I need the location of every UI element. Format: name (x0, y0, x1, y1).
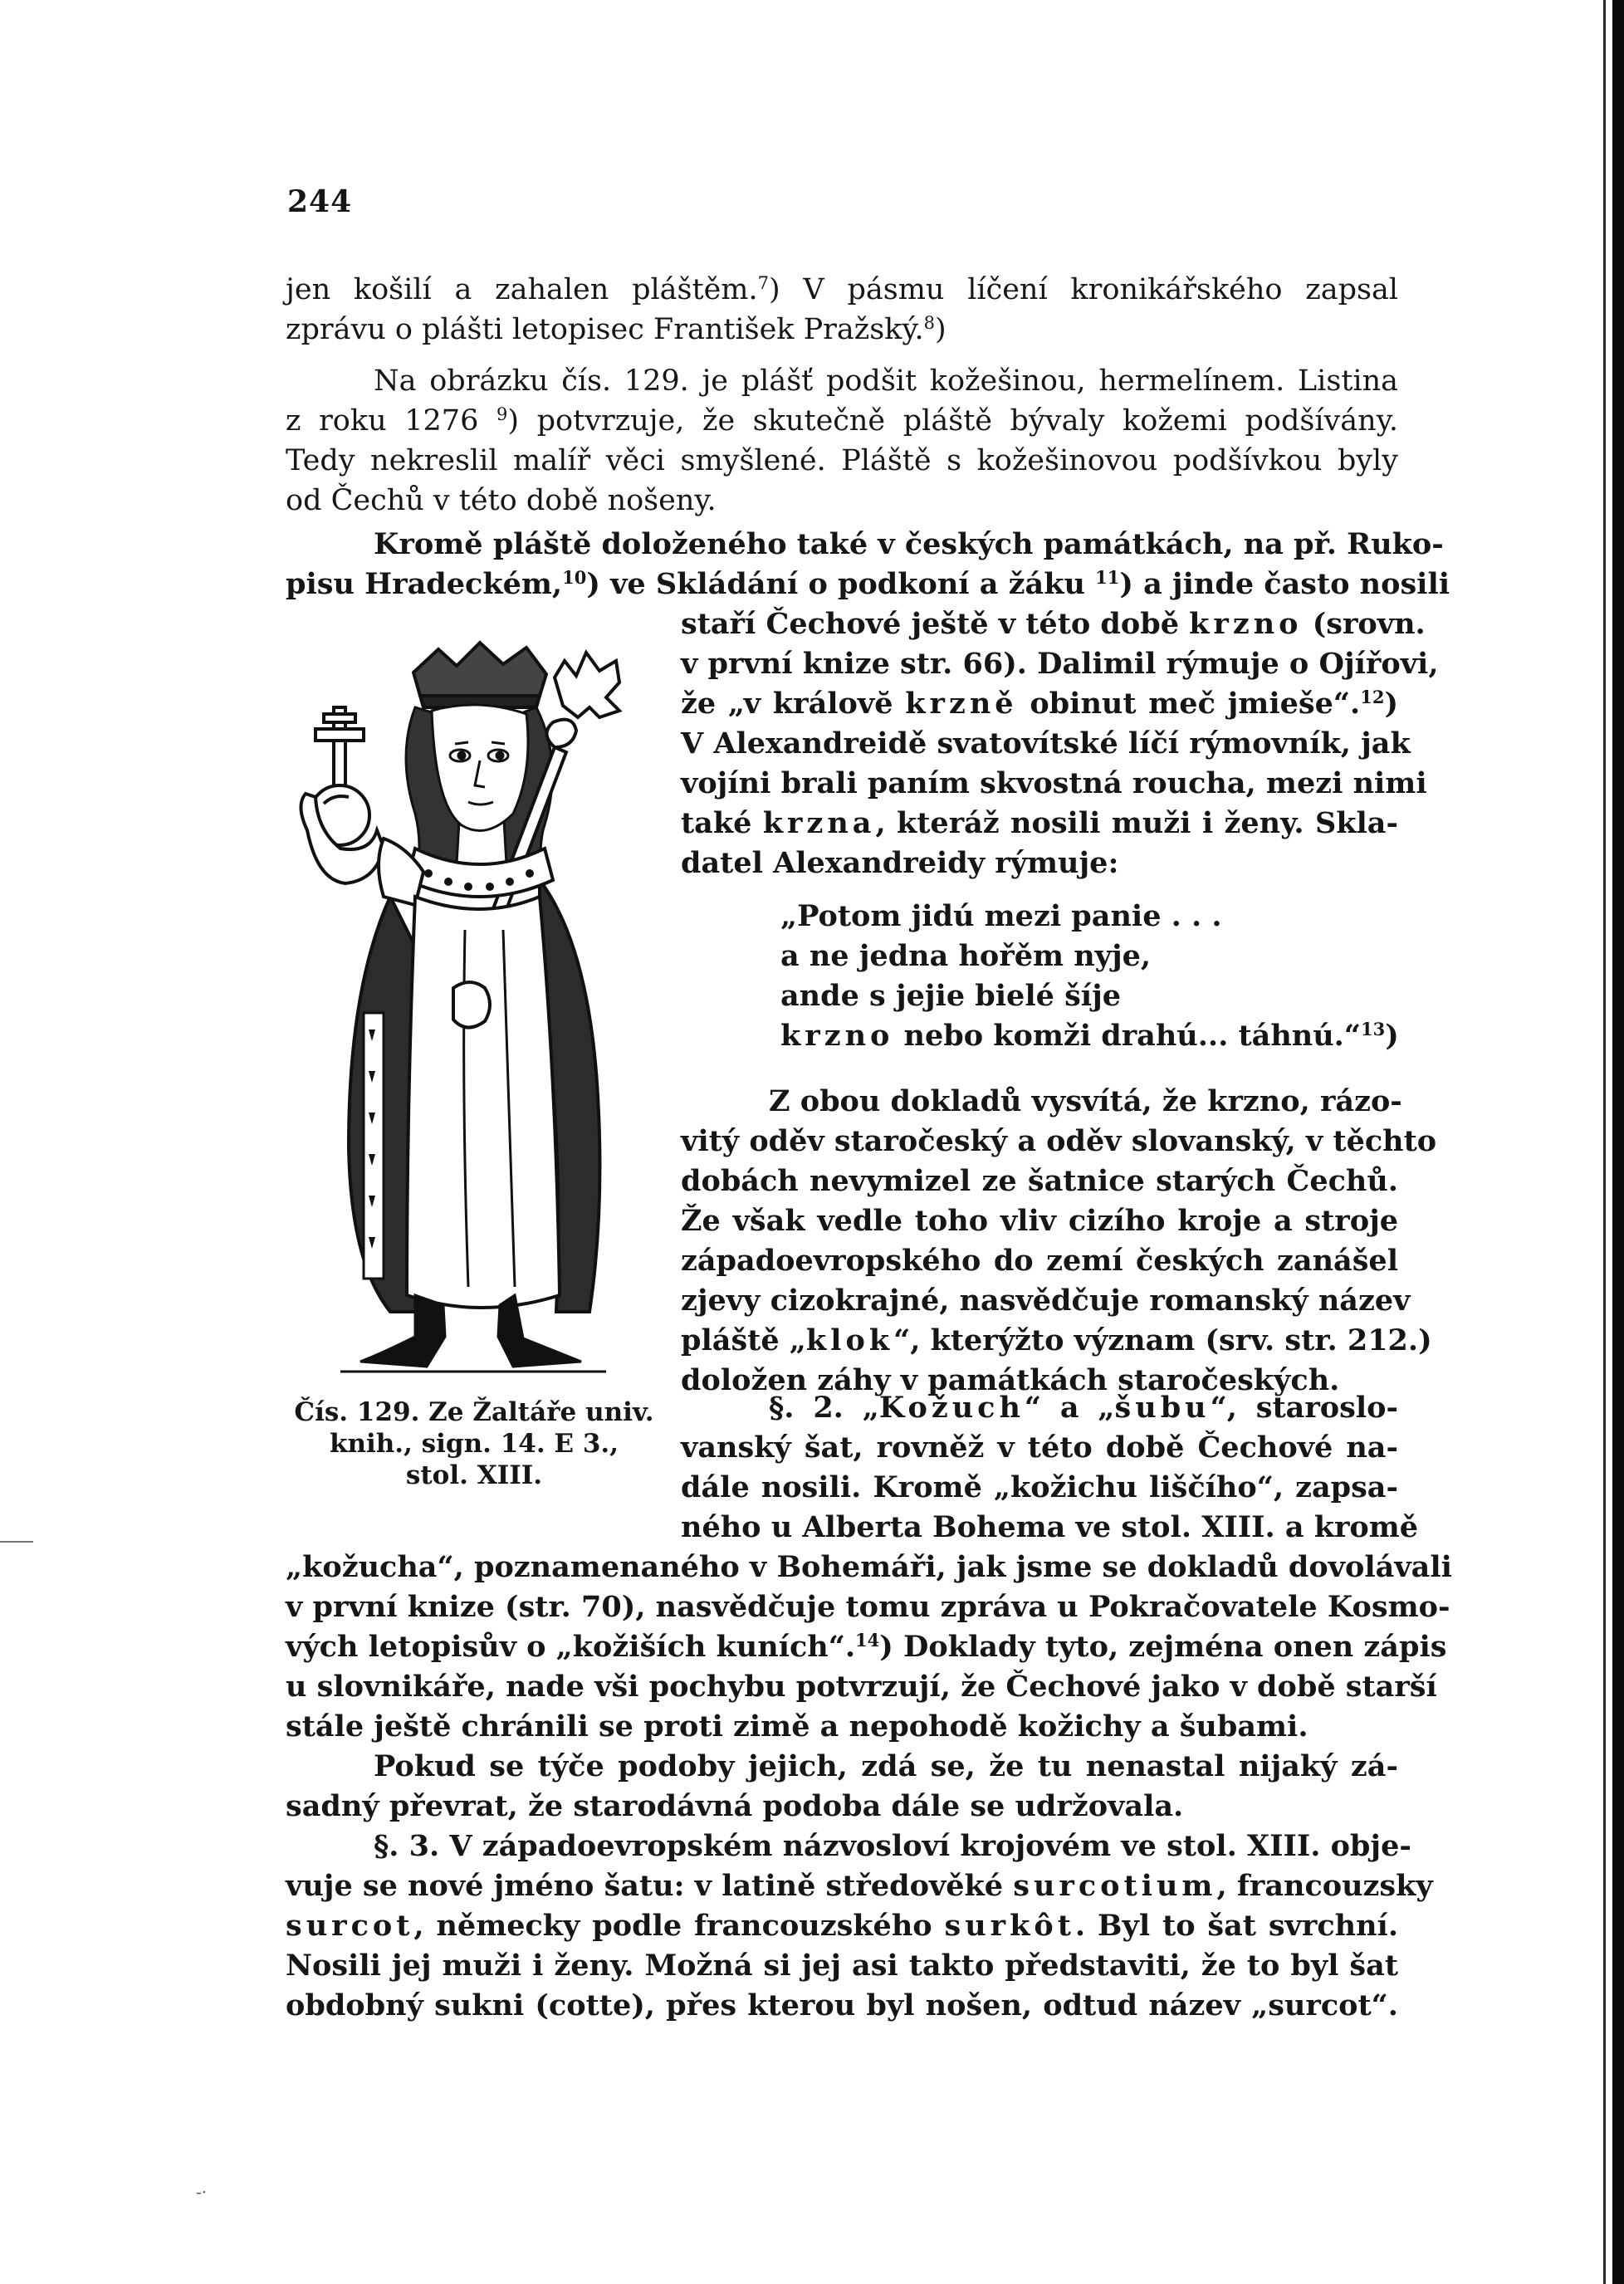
verse-line: „Potom jidú mezi panie . . . (780, 899, 1222, 933)
text-line: Na obrázku čís. 129. je plášť podšit kožešinou, hermelínem. Listina (374, 364, 1398, 398)
text-line: z roku 1276 $^9$) potvrzuje, že skutečně pláště bývaly kožemi podšívány. (286, 404, 1398, 438)
text-line: V Alexandreidě svatovítské líčí rýmovník, jak (681, 726, 1411, 761)
crown-icon (413, 643, 546, 707)
text-line: Že však vedle toho vliv cizího kroje a stroje (681, 1204, 1398, 1238)
footnote-ref: 8 (923, 313, 936, 333)
text-line: že „v královĕ krzně obinut meč jmieše“.$^{12}$) (681, 687, 1398, 721)
robe (407, 897, 560, 1308)
footnote-ref: 14 (855, 1630, 880, 1651)
verse-line: ande s jejie bielé šíje (780, 979, 1122, 1013)
text-line: vuje se nové jméno šatu: v latině středověké surcotium, francouzsky (286, 1869, 1433, 1903)
text-line: u slovnikáře, nade vši pochybu potvrzují, že Čechové jako v době starší (286, 1670, 1437, 1704)
paragraph-1 (286, 270, 1398, 350)
page-edge-line (1603, 0, 1606, 2284)
text-line: surcot, německy podle francouzského surkôt. Byl to šat svrchní. (286, 1909, 1399, 1943)
text-line: vojíni brali paním skvostná roucha, mezi nimi (681, 766, 1427, 800)
text-line: také krzna, kteráž nosili muži i ženy. Skla- (681, 806, 1398, 840)
verse-quotation (780, 897, 1399, 1056)
text-line: od Čechů v této době nošeny. (286, 484, 717, 517)
margin-mark: -· (196, 2182, 208, 2202)
caption-line: knih., sign. 14. E 3., (329, 1429, 619, 1459)
page-number: 244 (287, 184, 353, 219)
figure-caption (287, 1396, 661, 1491)
text-line: dobách nevymizel ze šatnice starých Čechů. (681, 1164, 1398, 1198)
right-hand (453, 982, 490, 1028)
footnote-ref: 7 (757, 273, 769, 293)
paragraph-5 (681, 1388, 1419, 1548)
paragraph-3 (286, 525, 1450, 604)
text-line: „kožucha“, poznamenaného v Bohemáři, jak jsme se dokladů dovolávali (286, 1550, 1452, 1584)
text-line: v první knize str. 66). Dalimil rýmuje o Ojířovi, (681, 647, 1439, 681)
text-line: západoevropského do zemí českých zanášel (681, 1244, 1398, 1278)
king-illustration (291, 631, 639, 1387)
verse-line: krzno nebo komži drahú... táhnú.“$^{13}$) (780, 1019, 1399, 1053)
text-line: pisu Hradeckém,$^{10}$) ve Skládání o podkoní a žáku $^{11}$) a jinde často nosili (286, 567, 1450, 601)
page-edge-dark-border (1612, 0, 1624, 2284)
text-line: Nosili jej muži i ženy. Možná si jej asi takto představiti, že to byl šat (286, 1949, 1398, 1983)
text-line: doložen záhy v památkách staročeských. (681, 1363, 1340, 1397)
text-line: Pokud se týče podoby jejich, zdá se, že tu nenastal nijaký zá- (374, 1749, 1398, 1783)
text-line: sadný převrat, že starodávná podoba dále se udržovala. (286, 1789, 1184, 1823)
paragraph-5-continued (286, 1548, 1452, 1747)
text-line: datel Alexandreidy rýmuje: (681, 846, 1119, 880)
text-line: jen košilí a zahalen pláštěm.$^7$) V pásmu líčení kronikářského zapsal (286, 273, 1398, 306)
text-line: §. 3. V západoevropském názvosloví krojovém ve stol. XIII. obje- (374, 1829, 1411, 1863)
footnote-ref: 9 (496, 404, 508, 424)
text-line: obdobný sukni (cotte), přes kterou byl nošen, odtud název „surcot“. (286, 1988, 1398, 2022)
text-line: staří Čechové ještě v této době krzno (srovn. (681, 607, 1426, 641)
text-line: Tedy nekreslil malíř věci smyšlené. Pláště s kožešinovou podšívkou byly (286, 444, 1398, 477)
caption-line: stol. XIII. (405, 1460, 543, 1490)
footnote-ref: 11 (1095, 567, 1120, 588)
text-line: zprávu o plášti letopisec František Pražský.$^8$) (286, 313, 947, 346)
paragraph-7 (286, 1827, 1433, 2026)
text-line: ného u Alberta Bohema ve stol. XIII. a kromě (681, 1510, 1419, 1544)
caption-line: Čís. 129. Ze Žaltáře univ. (294, 1397, 654, 1427)
text-line: dále nosili. Kromě „kožichu liščího“, zapsa- (681, 1470, 1398, 1504)
paragraph-6 (286, 1747, 1398, 1827)
left-margin-tick (0, 1541, 33, 1543)
text-line: vých letopisův o „kožiších kuních“.$^{14}$) Doklady tyto, zejména onen zápis (286, 1630, 1447, 1664)
text-line: vanský šat, rovněž v této době Čechové na- (681, 1431, 1398, 1465)
text-line: §. 2. „Kožuch“ a „šubu“, staroslo- (769, 1391, 1398, 1425)
text-line: vitý oděv staročeský a oděv slovanský, v těchto (681, 1124, 1437, 1158)
footnote-ref: 13 (1360, 1019, 1386, 1039)
paragraph-3-continued (681, 604, 1439, 883)
paragraph-4 (681, 1082, 1437, 1401)
text-line: Kromě pláště doloženého také v českých památkách, na př. Ruko- (374, 527, 1444, 561)
paragraph-2 (286, 361, 1398, 521)
text-line: Z obou dokladů vysvítá, že krzno, rázo- (769, 1084, 1402, 1118)
ermine-lining (364, 1013, 384, 1279)
text-line: stále ještě chránili se proti zimě a nepohodě kožichy a šubami. (286, 1709, 1308, 1744)
text-line: v první knize (str. 70), nasvědčuje tomu zpráva u Pokračovatele Kosmo- (286, 1590, 1450, 1624)
footnote-ref: 10 (562, 567, 587, 588)
verse-line: a ne jedna hořěm nyje, (780, 939, 1152, 973)
text-line: zjevy cizokrajné, nasvědčuje romanský název (681, 1284, 1411, 1318)
text-line: pláště „klok“, kterýžto význam (srv. str. 212.) (681, 1323, 1432, 1357)
footnote-ref: 12 (1360, 687, 1385, 707)
